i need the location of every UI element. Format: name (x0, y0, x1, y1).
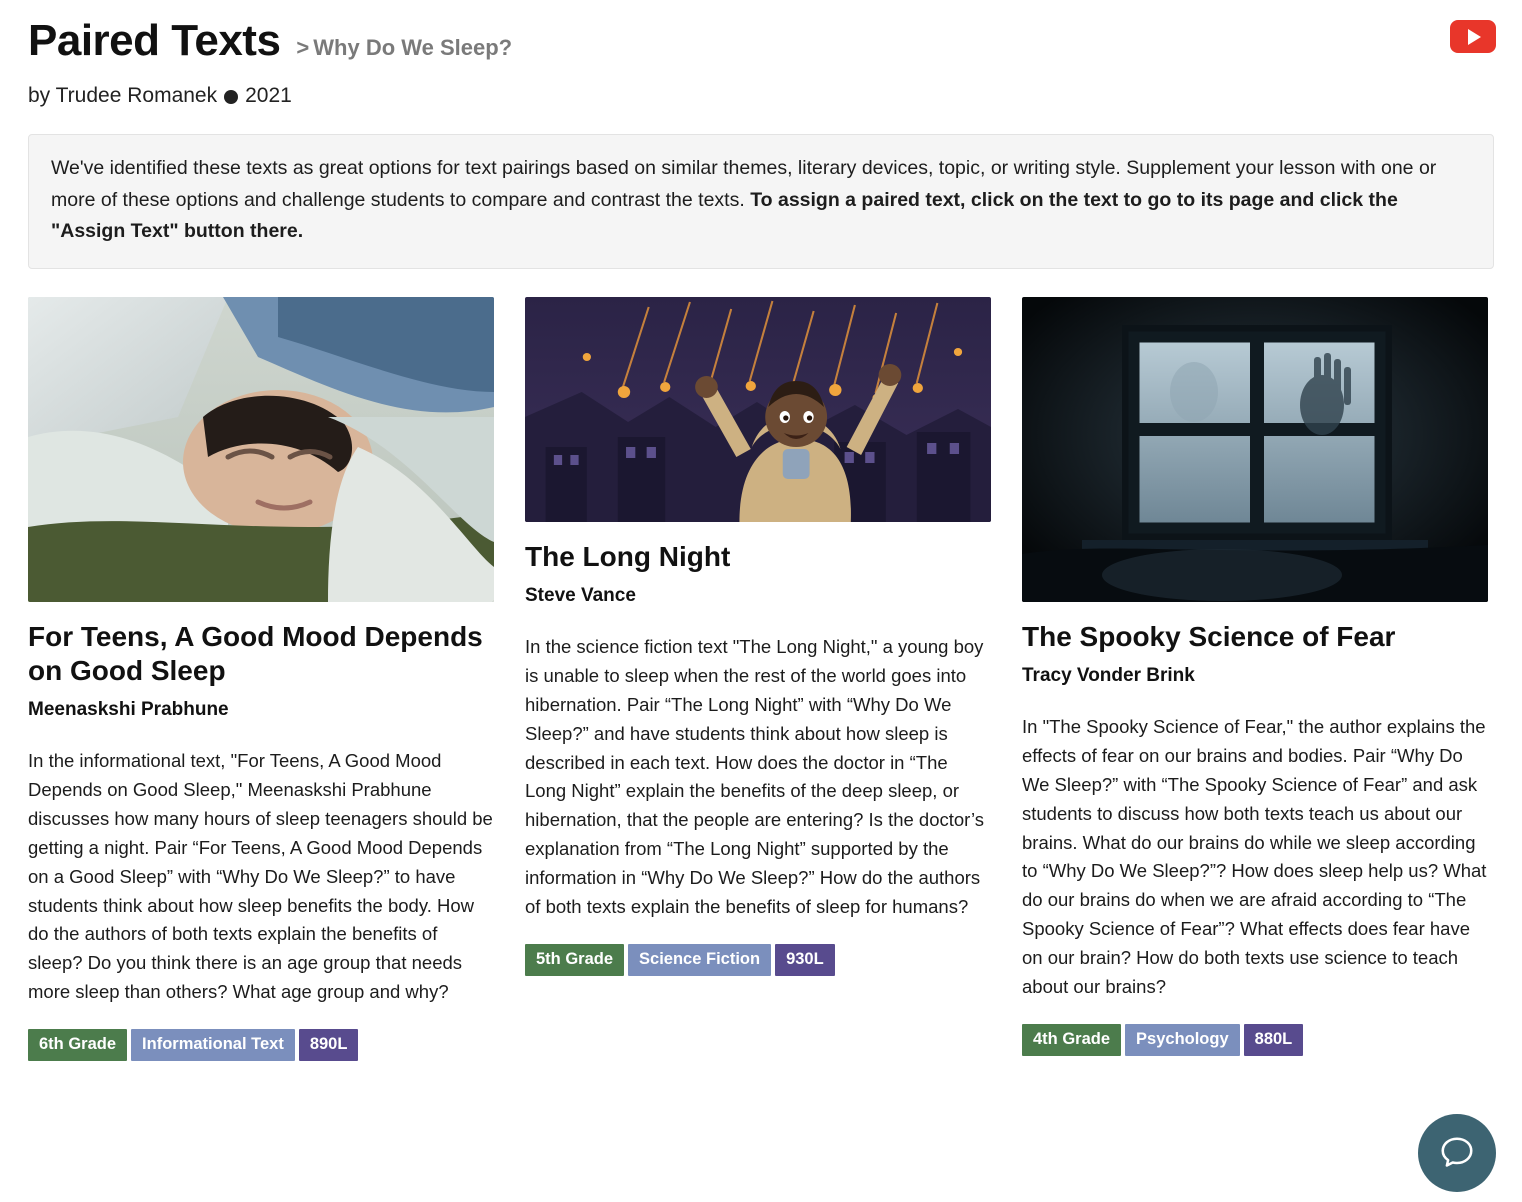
tag-lexile: 880L (1244, 1024, 1304, 1056)
tag-grade: 5th Grade (525, 944, 624, 976)
card-thumbnail-teen-sleeping[interactable] (28, 297, 494, 602)
breadcrumb (296, 35, 512, 61)
card-description: In the informational text, "For Teens, A Good Mood Depends on Good Sleep," Meenaskshi Prabhune discusses how many hours of sleep teenagers should be getting a night. Pair “For Teens, A Good Mood Depends on a Good Sleep” with “Why Do We Sleep?” to have students think about how sleep benefits the body. How do the authors of both texts explain the benefits of sleep? Do you think there is an age group that needs more sleep than others? What age group and why? (28, 750, 493, 1003)
tag-genre: Psychology (1125, 1024, 1240, 1056)
header (28, 18, 1494, 64)
paired-text-card[interactable] (28, 297, 494, 1061)
card-author: Steve Vance (525, 585, 636, 607)
tag-grade: 6th Grade (28, 1029, 127, 1061)
tag-lexile: 930L (775, 944, 835, 976)
card-author: Tracy Vonder Brink (1022, 665, 1195, 687)
chat-bubble-icon[interactable] (1418, 1114, 1496, 1192)
instructions-text: We've identified these texts as great options for text pairings based on similar themes, literary devices, topic, or writing style. Supplement your lesson with one or more of these options and challenge students to compare and contrast the texts. (51, 157, 1437, 211)
card-tags (525, 944, 991, 976)
card-description: In the science fiction text "The Long Night," a young boy is unable to sleep when the rest of the world goes into hibernation. Pair “The Long Night” with “Why Do We Sleep?” and have students think about how sleep is described in each text. How does the doctor in “The Long Night” explain the benefits of the deep sleep, or hibernation, that the people are entering? Is the doctor’s explanation from “The Long Night” supported by the information in “Why Do We Sleep?” How do the authors of both texts explain the benefits of sleep for humans? (525, 636, 985, 917)
instructions-emphasis: To assign a paired text, click on the text to go to its page and click the "Assign Text" button there. (51, 188, 1398, 243)
play-triangle-icon (1468, 29, 1481, 45)
tag-grade: 4th Grade (1022, 1024, 1121, 1056)
youtube-icon[interactable] (1450, 20, 1496, 53)
breadcrumb-separator: > (296, 35, 310, 60)
paired-text-instructions (28, 134, 1494, 269)
page-title: Paired Texts (28, 16, 281, 65)
byline (28, 84, 1494, 108)
tag-genre: Informational Text (131, 1029, 295, 1061)
card-tags (28, 1029, 494, 1061)
paired-text-card[interactable] (525, 297, 991, 1061)
tag-genre: Science Fiction (628, 944, 771, 976)
breadcrumb-current: Why Do We Sleep? (313, 35, 513, 60)
byline-author: by Trudee Romanek (28, 84, 218, 108)
tag-lexile: 890L (299, 1029, 359, 1061)
card-thumbnail-long-night[interactable] (525, 297, 991, 522)
paired-text-card-list (28, 297, 1494, 1061)
bullet-separator-icon (224, 90, 238, 104)
card-title[interactable]: The Long Night (525, 540, 731, 572)
card-thumbnail-spooky-window[interactable] (1022, 297, 1488, 602)
byline-year: 2021 (245, 84, 292, 108)
card-author: Meenaskshi Prabhune (28, 699, 229, 721)
card-title[interactable]: For Teens, A Good Mood Depends on Good Sleep (28, 620, 483, 687)
paired-text-card[interactable] (1022, 297, 1488, 1061)
card-tags (1022, 1024, 1488, 1056)
card-title[interactable]: The Spooky Science of Fear (1022, 620, 1396, 652)
card-description: In "The Spooky Science of Fear," the author explains the effects of fear on our brains and bodies. Pair “Why Do We Sleep?” with “The Spooky Science of Fear” and ask students to discuss how both texts teach us about our brains. What do our brains do while we sleep according to “Why Do We Sleep?”? How does sleep help us? What do our brains do when we are afraid according to “The Spooky Science of Fear”? What effects does fear have on our brain? How do both texts use science to teach about our brains? (1022, 716, 1487, 997)
